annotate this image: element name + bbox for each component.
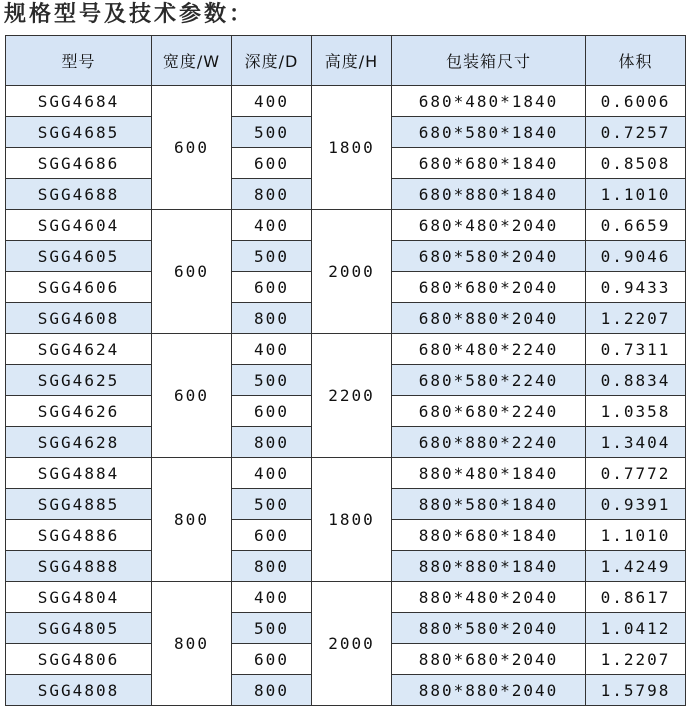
cell-width: 600	[152, 86, 232, 210]
cell-model: SGG4685	[6, 117, 152, 148]
cell-box-size: 680*880*2240	[392, 427, 586, 458]
cell-model: SGG4604	[6, 210, 152, 241]
cell-volume: 0.9046	[586, 241, 686, 272]
cell-model: SGG4686	[6, 148, 152, 179]
cell-model: SGG4605	[6, 241, 152, 272]
cell-depth: 600	[232, 148, 312, 179]
cell-box-size: 680*680*2240	[392, 396, 586, 427]
cell-width: 800	[152, 582, 232, 706]
cell-volume: 0.7257	[586, 117, 686, 148]
cell-box-size: 680*680*1840	[392, 148, 586, 179]
cell-volume: 0.8508	[586, 148, 686, 179]
cell-box-size: 880*680*2040	[392, 644, 586, 675]
cell-volume: 0.9391	[586, 489, 686, 520]
cell-box-size: 880*880*2040	[392, 675, 586, 706]
cell-model: SGG4806	[6, 644, 152, 675]
cell-model: SGG4808	[6, 675, 152, 706]
cell-depth: 600	[232, 396, 312, 427]
spec-table	[5, 35, 686, 706]
cell-volume: 0.7772	[586, 458, 686, 489]
cell-depth: 400	[232, 458, 312, 489]
cell-depth: 500	[232, 117, 312, 148]
cell-height: 1800	[312, 458, 392, 582]
cell-width: 600	[152, 210, 232, 334]
cell-volume: 1.4249	[586, 551, 686, 582]
cell-box-size: 880*480*2040	[392, 582, 586, 613]
cell-depth: 400	[232, 582, 312, 613]
cell-model: SGG4804	[6, 582, 152, 613]
header-box-size: 包装箱尺寸	[392, 36, 586, 86]
cell-model: SGG4688	[6, 179, 152, 210]
cell-volume: 0.7311	[586, 334, 686, 365]
cell-depth: 500	[232, 365, 312, 396]
cell-model: SGG4684	[6, 86, 152, 117]
cell-box-size: 680*580*2240	[392, 365, 586, 396]
table-row	[6, 210, 686, 241]
cell-depth: 600	[232, 272, 312, 303]
cell-model: SGG4886	[6, 520, 152, 551]
cell-volume: 0.9433	[586, 272, 686, 303]
cell-volume: 1.5798	[586, 675, 686, 706]
table-row	[6, 334, 686, 365]
cell-box-size: 880*480*1840	[392, 458, 586, 489]
cell-volume: 1.0358	[586, 396, 686, 427]
page-title: 规格型号及技术参数：	[4, 2, 255, 27]
table-row	[6, 458, 686, 489]
cell-box-size: 680*580*1840	[392, 117, 586, 148]
cell-depth: 500	[232, 241, 312, 272]
header-depth: 深度/D	[232, 36, 312, 86]
cell-depth: 400	[232, 210, 312, 241]
cell-depth: 500	[232, 613, 312, 644]
table-header-row	[6, 36, 686, 86]
cell-volume: 0.8617	[586, 582, 686, 613]
cell-box-size: 680*480*2240	[392, 334, 586, 365]
cell-box-size: 680*580*2040	[392, 241, 586, 272]
cell-model: SGG4606	[6, 272, 152, 303]
cell-model: SGG4628	[6, 427, 152, 458]
cell-volume: 0.6006	[586, 86, 686, 117]
header-width: 宽度/W	[152, 36, 232, 86]
table-row	[6, 582, 686, 613]
cell-depth: 400	[232, 334, 312, 365]
cell-box-size: 880*580*1840	[392, 489, 586, 520]
header-height: 高度/H	[312, 36, 392, 86]
cell-model: SGG4885	[6, 489, 152, 520]
cell-width: 800	[152, 458, 232, 582]
cell-depth: 500	[232, 489, 312, 520]
cell-volume: 1.3404	[586, 427, 686, 458]
cell-height: 2000	[312, 582, 392, 706]
cell-model: SGG4625	[6, 365, 152, 396]
cell-depth: 800	[232, 675, 312, 706]
cell-height: 2000	[312, 210, 392, 334]
cell-model: SGG4805	[6, 613, 152, 644]
cell-width: 600	[152, 334, 232, 458]
cell-box-size: 680*680*2040	[392, 272, 586, 303]
cell-model: SGG4624	[6, 334, 152, 365]
cell-depth: 600	[232, 644, 312, 675]
cell-volume: 0.8834	[586, 365, 686, 396]
cell-depth: 800	[232, 303, 312, 334]
cell-box-size: 880*880*1840	[392, 551, 586, 582]
cell-depth: 400	[232, 86, 312, 117]
cell-volume: 1.1010	[586, 520, 686, 551]
cell-box-size: 680*880*1840	[392, 179, 586, 210]
header-model: 型号	[6, 36, 152, 86]
cell-box-size: 680*480*2040	[392, 210, 586, 241]
cell-volume: 0.6659	[586, 210, 686, 241]
cell-volume: 1.2207	[586, 644, 686, 675]
cell-box-size: 880*580*2040	[392, 613, 586, 644]
cell-model: SGG4888	[6, 551, 152, 582]
cell-depth: 800	[232, 427, 312, 458]
cell-depth: 800	[232, 551, 312, 582]
cell-model: SGG4626	[6, 396, 152, 427]
cell-model: SGG4608	[6, 303, 152, 334]
header-volume: 体积	[586, 36, 686, 86]
table-body	[6, 86, 686, 706]
cell-box-size: 880*680*1840	[392, 520, 586, 551]
table-row	[6, 86, 686, 117]
cell-box-size: 680*880*2040	[392, 303, 586, 334]
cell-volume: 1.0412	[586, 613, 686, 644]
cell-height: 1800	[312, 86, 392, 210]
cell-model: SGG4884	[6, 458, 152, 489]
cell-height: 2200	[312, 334, 392, 458]
cell-volume: 1.1010	[586, 179, 686, 210]
cell-depth: 800	[232, 179, 312, 210]
cell-depth: 600	[232, 520, 312, 551]
cell-box-size: 680*480*1840	[392, 86, 586, 117]
cell-volume: 1.2207	[586, 303, 686, 334]
